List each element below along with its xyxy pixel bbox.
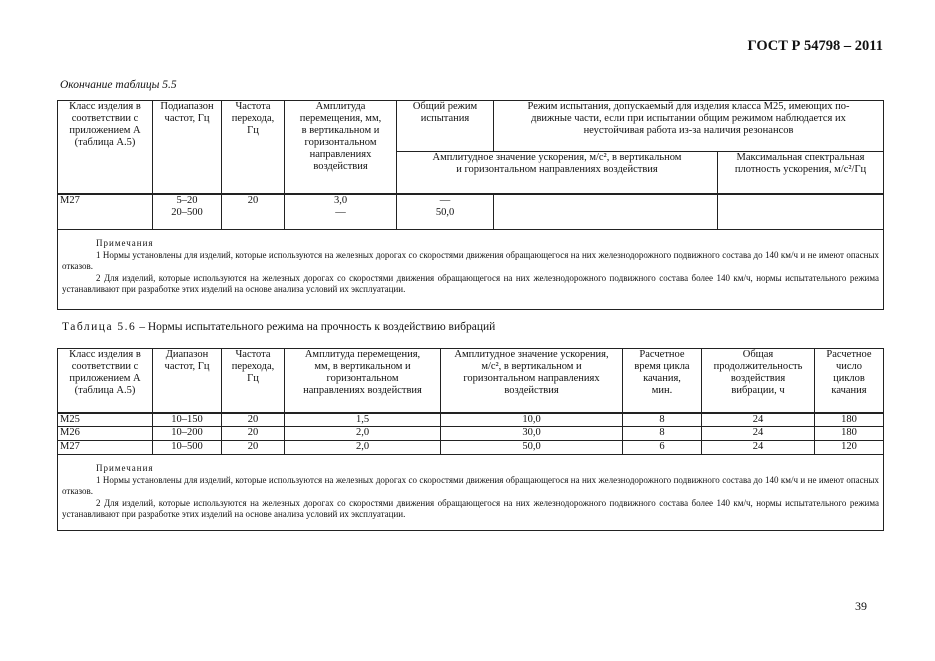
- cell-amplitude: 2,0: [285, 427, 441, 441]
- cell-acceleration: [494, 194, 718, 230]
- note-1: 1 Нормы установлены для изделий, которые используются на железных дорогах со скоростями движения обращающегося на них железнодорожного подвижного состава до 140 км/ч и не имеют опасных отказов.: [62, 249, 879, 271]
- header-class: Класс изделия в соответствии с приложением А (таблица А.5): [58, 101, 153, 194]
- table-label: Таблица 5.6: [62, 321, 137, 333]
- header-cycles: Расчетное число циклов качания: [815, 349, 884, 413]
- table-row: [58, 413, 884, 427]
- cell-general: — 50,0: [397, 194, 494, 230]
- cell-density: [718, 194, 884, 230]
- header-class: Класс изделия в соответствии с приложением А (таблица А.5): [58, 349, 153, 413]
- table-5-6: [57, 348, 884, 531]
- cell-transition: 20: [222, 427, 285, 441]
- notes-title: Примечания: [96, 463, 154, 473]
- table-notes: [58, 230, 884, 310]
- header-allowed-mode: Режим испытания, допускаемый для изделия класса М25, имеющих по- движные части, если при испытании общим режимом наблюдается их неустойчивая работа из-за наличия резонансов: [494, 101, 884, 152]
- cell-range: 10–150: [153, 413, 222, 427]
- page-number: 39: [855, 599, 867, 613]
- table-notes: [58, 455, 884, 531]
- cell-acceleration: 50,0: [441, 441, 623, 455]
- cell-cycle-time: 6: [623, 441, 702, 455]
- header-total-duration: Общая продолжительность воздействия вибрации, ч: [702, 349, 815, 413]
- cell-subrange: 5–20 20–500: [153, 194, 222, 230]
- header-transition: Частота перехода, Гц: [222, 349, 285, 413]
- table-row: [58, 194, 884, 230]
- cell-cycles: 120: [815, 441, 884, 455]
- cell-transition: 20: [222, 413, 285, 427]
- note-1: 1 Нормы установлены для изделий, которые используются на железных дорогах со скоростями движения обращающегося на них железнодорожного подвижного состава до 140 км/ч и не имеют опасных отказов.: [62, 474, 879, 496]
- cell-amplitude: 1,5: [285, 413, 441, 427]
- table-row: [58, 441, 884, 455]
- header-acceleration: Амплитудное значение ускорения, м/с², в вертикальном и горизонтальном направлениях воздействия: [441, 349, 623, 413]
- cell-range: 10–500: [153, 441, 222, 455]
- cell-cycle-time: 8: [623, 413, 702, 427]
- header-max-spectral-density: Максимальная спектральная плотность ускорения, м/с²/Гц: [718, 152, 884, 194]
- header-subrange: Подиапазон частот, Гц: [153, 101, 222, 194]
- header-acceleration-amplitude: Амплитудное значение ускорения, м/с², в вертикальном и горизонтальном направлениях воздействия: [397, 152, 718, 194]
- cell-class: М25: [58, 413, 153, 427]
- note-2: 2 Для изделий, которые используются на железных дорогах со скоростями движения обращающегося на них железнодорожного подвижного состава более 140 км/ч, нормы испытательного режима устанавливают при разработке этих изделий на основе анализа условий их эксплуатации.: [62, 497, 879, 519]
- cell-cycle-time: 8: [623, 427, 702, 441]
- cell-acceleration: 10,0: [441, 413, 623, 427]
- cell-class: М26: [58, 427, 153, 441]
- header-transition: Частота перехода, Гц: [222, 101, 285, 194]
- note-2: 2 Для изделий, которые используются на железных дорогах со скоростями движения обращающегося на них железнодорожного подвижного состава более 140 км/ч, нормы испытательного режима устанавливают при разработке этих изделий на основе анализа условий их эксплуатации.: [62, 272, 879, 294]
- cell-cycles: 180: [815, 413, 884, 427]
- document-code: ГОСТ Р 54798 – 2011: [747, 38, 883, 54]
- header-cycle-time: Расчетное время цикла качания, мин.: [623, 349, 702, 413]
- header-range: Диапазон частот, Гц: [153, 349, 222, 413]
- cell-amplitude: 3,0 —: [285, 194, 397, 230]
- cell-total-duration: 24: [702, 427, 815, 441]
- table-title-text: – Нормы испытательного режима на прочность к воздействию вибраций: [136, 321, 496, 333]
- cell-transition: 20: [222, 194, 285, 230]
- table-continuation-caption: Окончание таблицы 5.5: [60, 79, 177, 91]
- cell-class: М27: [58, 441, 153, 455]
- cell-cycles: 180: [815, 427, 884, 441]
- cell-amplitude: 2,0: [285, 441, 441, 455]
- header-general-mode: Общий режим испытания: [397, 101, 494, 152]
- table-row: [58, 427, 884, 441]
- cell-total-duration: 24: [702, 441, 815, 455]
- cell-class: М27: [58, 194, 153, 230]
- cell-range: 10–200: [153, 427, 222, 441]
- header-amplitude: Амплитуда перемещения, мм, в вертикальном и горизонтальном направлениях воздействия: [285, 349, 441, 413]
- cell-acceleration: 30,0: [441, 427, 623, 441]
- cell-transition: 20: [222, 441, 285, 455]
- header-amplitude: Амплитуда перемещения, мм, в вертикальном и горизонтальном направлениях воздействия: [285, 101, 397, 194]
- table-5-5: [57, 100, 884, 310]
- table-5-6-title: [62, 321, 495, 333]
- cell-total-duration: 24: [702, 413, 815, 427]
- notes-title: Примечания: [96, 238, 154, 248]
